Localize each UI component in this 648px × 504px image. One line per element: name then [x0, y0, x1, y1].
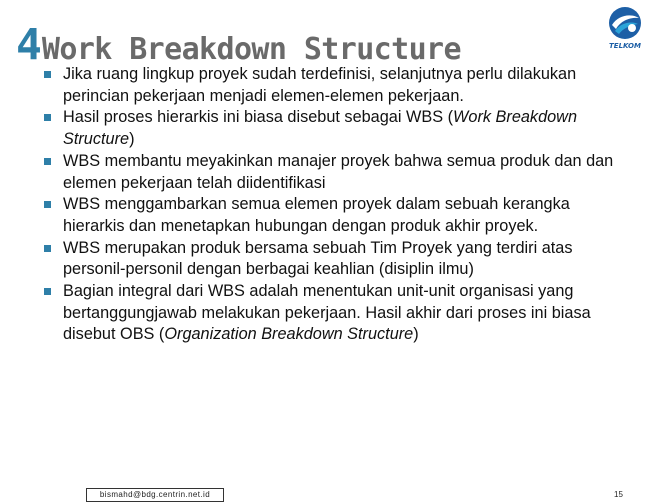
bullet-text: ) — [129, 130, 135, 149]
bullet-item — [44, 238, 634, 281]
bullet-text-italic: Organization Breakdown Structure — [164, 325, 414, 344]
bullet-text: WBS membantu meyakinkan manajer proyek bahwa semua produk dan dan elemen pekerjaan telah diidentifikasi — [63, 151, 614, 192]
telkom-logo-icon — [606, 4, 644, 42]
square-bullet-icon — [44, 288, 51, 295]
bullet-text: Jika ruang lingkup proyek sudah terdefinisi, selanjutnya perlu dilakukan perincian pekerjaan menjadi elemen-elemen pekerjaan. — [63, 65, 577, 105]
bullet-item — [44, 64, 634, 107]
bullet-text: ) — [413, 325, 419, 344]
square-bullet-icon — [44, 71, 51, 78]
square-bullet-icon — [44, 201, 51, 208]
bullet-text: Bagian integral dari WBS adalah menentukan unit-unit organisasi yang bertanggungjawab melakukan pekerjaan. Hasil akhir dari proses ini biasa disebut OBS ( — [63, 282, 591, 344]
square-bullet-icon — [44, 245, 51, 252]
slide-content — [44, 64, 634, 346]
bullet-text: WBS menggambarkan semua elemen proyek dalam sebuah kerangka hierarkis dan menetapkan hubungan dengan produk akhir proyek. — [63, 195, 570, 235]
telkom-logo — [606, 4, 644, 56]
bullet-list — [44, 64, 634, 346]
slide-title — [16, 20, 461, 70]
bullet-text: WBS merupakan produk bersama sebuah Tim Proyek yang terdiri atas personil-personil dengan berbagai keahlian (disiplin ilmu) — [63, 238, 573, 279]
bullet-item — [44, 151, 634, 194]
bullet-text-italic: Work Breakdown Structure — [63, 108, 577, 149]
bullet-text: Hasil proses hierarkis ini biasa disebut sebagai WBS ( — [63, 108, 454, 127]
footer-email: bismahd@bdg.centrin.net.id — [86, 488, 224, 502]
slide-number-title: 4 — [16, 20, 42, 70]
square-bullet-icon — [44, 114, 51, 121]
square-bullet-icon — [44, 158, 51, 165]
bullet-item — [44, 107, 634, 150]
slide-title-text: Work Breakdown Structure — [41, 32, 461, 67]
bullet-item — [44, 194, 634, 237]
bullet-item — [44, 281, 634, 346]
logo-label: TELKOM — [609, 42, 641, 50]
page-number: 15 — [614, 490, 623, 499]
